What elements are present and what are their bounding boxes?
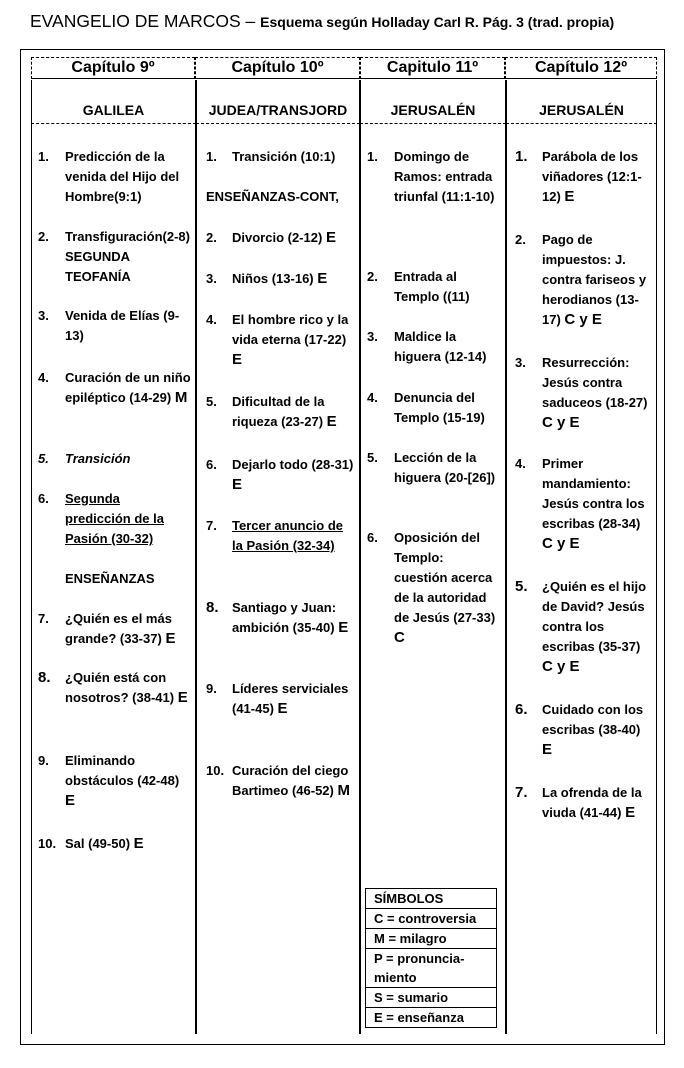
list-item: 2. Entrada al Templo ((11) [367,269,470,304]
list-item: 8. Santiago y Juan: ambición (35-40) E [206,599,349,636]
symbol-row: P = pronuncia-miento [366,949,496,988]
symbol-row: S = sumario [366,988,496,1008]
list-item: 7. La ofrenda de la viuda (41-44) E [515,784,642,821]
list-item: 3. Niños (13-16) E [206,270,328,287]
list-item: 1. Domingo de Ramos: entrada triunfal (11:1-10) [367,149,495,204]
list-item: 5. Transición [38,451,131,466]
list-item: 10. Curación del ciego Bartimeo (46-52) M [206,763,350,799]
chapter-header-12: Capítulo 12º [505,57,657,79]
symbols-heading: SÍMBOLOS [366,889,496,909]
list-item: 6. Dejarlo todo (28-31) E [206,457,354,493]
chapter-header-9: Capítulo 9º [31,57,195,79]
list-item: 9. Eliminando obstáculos (42-48) E [38,753,180,809]
list-item: 5. Dificultad de la riqueza (23-27) E [206,394,337,430]
list-item: 4. El hombre rico y la vida eterna (17-22) E [206,312,349,368]
list-item: ENSEÑANZAS-CONT, [206,189,339,204]
list-item: 3. Maldice la higuera (12-14) [367,329,487,364]
list-item: 6. Segunda predicción de la Pasión (30-32) [38,491,164,546]
symbols-legend [365,888,497,1028]
region-galilea: GALILEA [31,80,196,124]
list-item: 4. Denuncia del Templo (15-19) [367,390,485,425]
list-item: 2. Divorcio (2-12) E [206,229,336,246]
column-chapter-9 [31,124,196,1034]
list-item: 8. ¿Quién está con nosotros? (38-41) E [38,669,188,706]
list-item: 5. Lección de la higuera (20-[26]) [367,450,496,485]
list-item: 1. Transición (10:1) [206,149,336,164]
list-item: 3. Resurrección: Jesús contra saduceos (18-27) C y E [515,355,648,431]
symbol-row: M = milagro [366,929,496,949]
list-item: 3. Venida de Elías (9-13) [38,308,180,343]
region-jerusalen-11: JERUSALÉN [360,80,506,124]
list-item: 9. Líderes serviciales (41-45) E [206,681,349,717]
symbol-row: E = enseñanza [366,1008,496,1028]
list-item: 6. Oposición del Templo: cuestión acerca de la autoridad de Jesús (27-33) C [367,530,496,646]
list-item: 6. Cuidado con los escribas (38-40) E [515,701,644,758]
list-item: 5. ¿Quién es el hijo de David? Jesús contra los escribas (35-37) C y E [515,578,647,675]
title-main: EVANGELIO DE MARCOS – [30,11,261,31]
list-item: 2. Pago de impuestos: J. contra fariseos y herodianos (13-17) C y E [515,232,647,328]
list-item: ENSEÑANZAS [65,571,155,586]
chapter-header-11: Capitulo 11º [360,57,505,79]
list-item: 10. Sal (49-50) E [38,835,144,852]
symbol-row: C = controversia [366,909,496,929]
column-chapter-12 [506,124,657,1034]
list-item: 1. Parábola de los viñadores (12:1-12) E [515,148,642,205]
title-subtitle: Esquema según Holladay Carl R. Pág. 3 (trad. propia) [260,14,615,30]
list-item: 4. Curación de un niño epiléptico (14-29) M [38,370,191,406]
region-judea: JUDEA/TRANSJORD [196,80,360,124]
list-item: 4. Primer mandamiento: Jesús contra los escribas (28-34) C y E [515,456,645,552]
list-item: 2. Transfiguración(2-8) SEGUNDA TEOFANÍA [38,229,190,284]
region-jerusalen-12: JERUSALÉN [506,80,657,124]
list-item: 7. Tercer anuncio de la Pasión (32-34) [206,518,344,553]
document-title [30,11,614,32]
column-chapter-10 [196,124,360,1034]
list-item: 7. ¿Quién es el más grande? (33-37) E [38,611,176,647]
chapter-header-10: Capítulo 10º [195,57,360,79]
list-item: 1. Predicción de la venida del Hijo del Hombre(9:1) [38,149,180,204]
